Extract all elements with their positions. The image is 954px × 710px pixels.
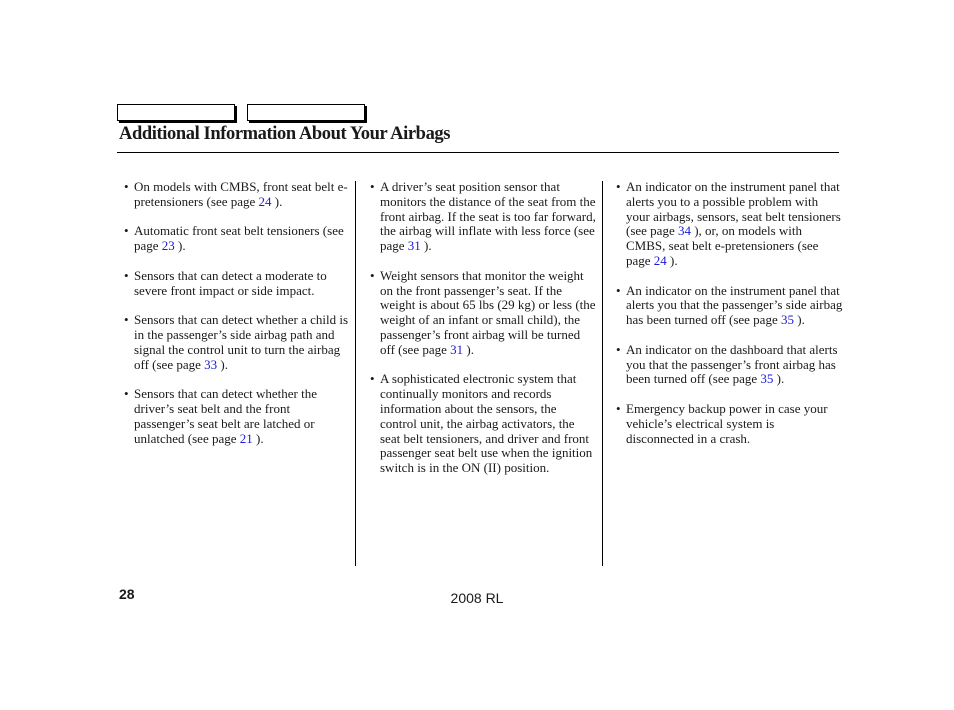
bullet-text: Sensors that can detect a moderate to severe front impact or side impact. [134, 267, 327, 298]
bullet-text: ). [773, 371, 785, 387]
page-title: Additional Information About Your Airbags [119, 124, 451, 144]
page-number: 28 [119, 586, 135, 602]
page-link[interactable]: 35 [780, 312, 794, 328]
column-divider [355, 181, 356, 566]
bullet-item [122, 224, 350, 254]
bullet-item [368, 180, 596, 254]
page-link[interactable]: 35 [760, 371, 774, 387]
bullet-item [122, 387, 350, 446]
bullet-text: Sensors that can detect whether a child is in the passenger’s side airbag path and signal the control unit to turn the airbag off (see page [134, 312, 349, 372]
page-link[interactable]: 33 [204, 356, 218, 372]
bullet-text: An indicator on the instrument panel that alerts you that the passenger’s side airbag has been turned off (see page [626, 282, 843, 328]
bullet-item [614, 343, 844, 387]
page-link[interactable]: 31 [450, 341, 464, 357]
bullet-text: ). [420, 238, 432, 254]
footer-model: 2008 RL [450, 590, 504, 606]
bullet-text: ). [666, 252, 678, 268]
page-link[interactable]: 31 [407, 238, 421, 254]
bullet-text: Emergency backup power in case your vehicle’s electrical system is disconnected in a crash. [626, 400, 828, 446]
page-link[interactable]: 23 [161, 238, 175, 254]
bullet-text: ). [271, 193, 283, 209]
bullet-item [122, 313, 350, 372]
bullet-text: A sophisticated electronic system that continually monitors and records information about the sensors, the control unit, the airbag activators, the seat belt tensioners, and driver and front passenger seat belt use when the ignition switch is in the ON (II) position. [380, 371, 593, 476]
bullet-text: ). [217, 356, 228, 372]
column-left [122, 180, 350, 461]
nav-button-previous[interactable] [117, 104, 235, 121]
bullet-text: On models with CMBS, front seat belt e-pretensioners (see page [134, 179, 348, 209]
bullet-item [122, 269, 350, 299]
bullet-text: Weight sensors that monitor the weight on the front passenger’s seat. If the weight is about 65 lbs (29 kg) or less (the weight of an infant or small child), the passenger’s front airbag will be turned off (see page [380, 267, 596, 357]
bullet-text: Automatic front seat belt tensioners (see page [134, 223, 344, 254]
page-link[interactable]: 24 [653, 252, 667, 268]
page-link[interactable]: 34 [677, 223, 691, 239]
bullet-text: An indicator on the instrument panel that alerts you to a possible problem with your airbags, sensors, seat belt tensioners (see page [626, 179, 841, 239]
page-link[interactable]: 24 [258, 193, 272, 209]
column-divider [602, 181, 603, 566]
bullet-item [122, 180, 350, 210]
bullet-text: An indicator on the dashboard that alerts you that the passenger’s front airbag has been turned off (see page [626, 341, 838, 387]
page-link[interactable]: 21 [239, 430, 253, 446]
bullet-item [368, 269, 596, 358]
bullet-text: ). [793, 312, 805, 328]
bullet-item [368, 372, 596, 476]
bullet-text: ). [463, 341, 474, 357]
bullet-text: ), or, on models with CMBS, seat belt e-pretensioners (see page [626, 223, 819, 268]
bullet-item [614, 402, 844, 446]
bullet-text: ). [252, 430, 264, 446]
title-divider [117, 152, 839, 153]
bullet-item [614, 284, 844, 328]
nav-button-next[interactable] [247, 104, 365, 121]
column-right [614, 180, 844, 461]
column-middle [368, 180, 596, 491]
bullet-item [614, 180, 844, 269]
bullet-text: ). [174, 238, 186, 254]
bullet-text: Sensors that can detect whether the driver’s seat belt and the front passenger’s seat belt are latched or unlatched (see page [134, 386, 318, 446]
bullet-text: A driver’s seat position sensor that monitors the distance of the seat from the front airbag. If the seat is too far forward, the airbag will inflate with less force (see page [380, 179, 596, 254]
